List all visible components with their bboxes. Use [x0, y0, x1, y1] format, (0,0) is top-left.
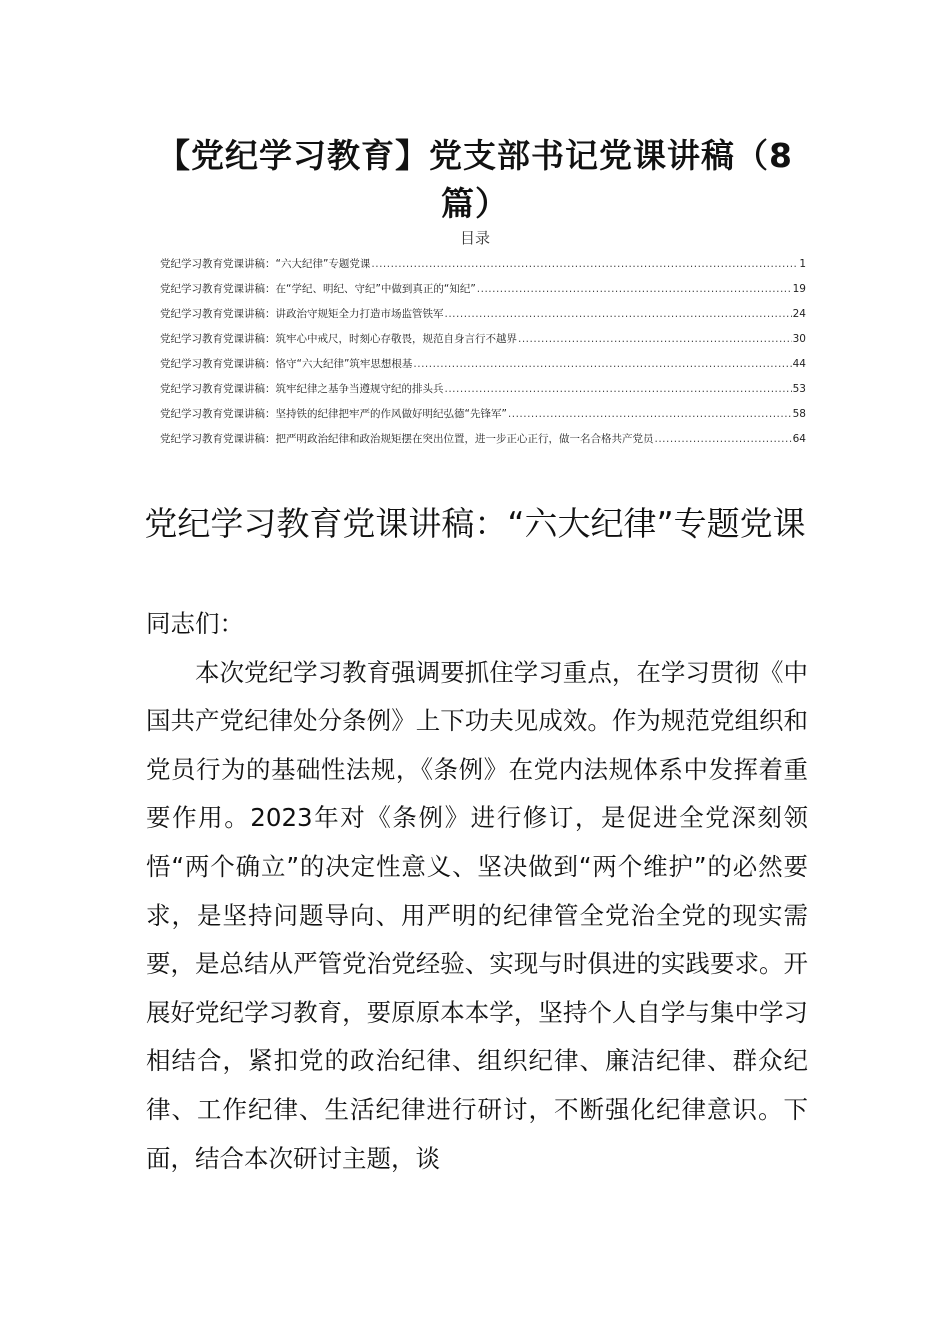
- toc-entry[interactable]: [160, 327, 806, 352]
- section-title: 党纪学习教育党课讲稿：“六大纪律”专题党课: [144, 504, 806, 543]
- toc-entry[interactable]: [160, 252, 806, 277]
- toc-entry[interactable]: [160, 302, 806, 327]
- toc-entry-title: 党纪学习教育党课讲稿：讲政治守规矩全力打造市场监管铁军: [160, 308, 444, 320]
- toc-entry-title: 党纪学习教育党课讲稿：把严明政治纪律和政治规矩摆在突出位置，进一步正心正行，做一名合格共产党员: [160, 433, 654, 445]
- toc-entry-title: 党纪学习教育党课讲稿：筑牢心中戒尺，时刻心存敬畏，规范自身言行不越界: [160, 333, 517, 345]
- toc-page-number: 44: [792, 358, 806, 370]
- toc-entry[interactable]: [160, 427, 806, 452]
- toc-entry-title: 党纪学习教育党课讲稿：在“学纪、明纪、守纪”中做到真正的“知纪”: [160, 283, 476, 295]
- toc-dot-leader: [477, 277, 792, 302]
- toc-page-number: 64: [792, 433, 806, 445]
- document-title: 【党纪学习教育】党支部书记党课讲稿（8篇）: [157, 136, 793, 223]
- salutation: 同志们：: [146, 609, 244, 638]
- toc-dot-leader: [445, 302, 792, 327]
- toc-page-number: 30: [792, 333, 806, 345]
- toc-entry-title: 党纪学习教育党课讲稿：筑牢纪律之基争当遵规守纪的排头兵: [160, 383, 444, 395]
- body-paragraph: 本次党纪学习教育强调要抓住学习重点，在学习贯彻《中国共产党纪律处分条例》上下功夫见成效。作为规范党组织和党员行为的基础性法规，《条例》在党内法规体系中发挥着重要作用。2023年对《条例》进行修订，是促进全党深刻领悟“两个确立”的决定性意义、坚决做到“两个维护”的必然要求，是坚持问题导向、用严明的纪律管全党治全党的现实需要，是总结从严管党治党经验、实现与时俱进的实践要求。开展好党纪学习教育，要原原本本学，坚持个人自学与集中学习相结合，紧扣党的政治纪律、组织纪律、廉洁纪律、群众纪律、工作纪律、生活纪律进行研讨，不断强化纪律意识。下面，结合本次研讨主题，谈: [146, 657, 808, 1173]
- toc-entry[interactable]: [160, 402, 806, 427]
- toc-page-number: 1: [799, 258, 806, 270]
- toc-page-number: 24: [792, 308, 806, 320]
- toc-page-number: 53: [792, 383, 806, 395]
- toc-dot-leader: [518, 327, 792, 352]
- toc-dot-leader: [371, 252, 798, 277]
- toc-entry-title: 党纪学习教育党课讲稿：恪守“六大纪律”筑牢思想根基: [160, 358, 413, 370]
- table-of-contents: [160, 252, 806, 452]
- toc-entry[interactable]: [160, 277, 806, 302]
- toc-entry[interactable]: [160, 377, 806, 402]
- toc-page-number: 58: [792, 408, 806, 420]
- toc-dot-leader: [445, 377, 792, 402]
- toc-dot-leader: [655, 427, 792, 452]
- body-text: [146, 600, 808, 1183]
- toc-heading: 目录: [459, 229, 490, 247]
- toc-entry-title: 党纪学习教育党课讲稿：坚持铁的纪律把牢严的作风做好明纪弘德“先锋军”: [160, 408, 507, 420]
- toc-dot-leader: [508, 402, 792, 427]
- toc-dot-leader: [413, 352, 791, 377]
- toc-entry-title: 党纪学习教育党课讲稿：“六大纪律”专题党课: [160, 258, 371, 270]
- toc-entry[interactable]: [160, 352, 806, 377]
- toc-page-number: 19: [792, 283, 806, 295]
